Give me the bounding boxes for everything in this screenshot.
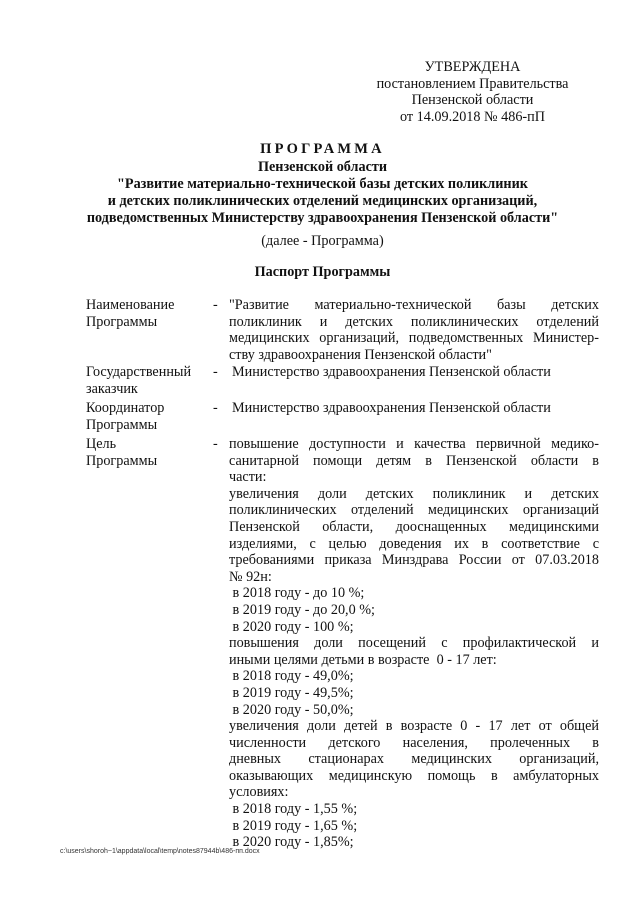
approval-stamp xyxy=(360,59,585,125)
label-customer: Государственный заказчик xyxy=(86,364,192,397)
goal-line: Пензенской области, дооснащенных медицинскими xyxy=(229,518,599,535)
goal-line: в 2019 году - 1,65 %; xyxy=(229,817,358,834)
approval-title: УТВЕРЖДЕНА xyxy=(424,59,521,75)
passport-heading: Паспорт Программы xyxy=(254,264,391,280)
label-name: Наименование Программы xyxy=(86,297,175,330)
goal-line: поликлинических отделений медицинских организаций xyxy=(229,502,599,519)
goal-line: увеличения доли детских поликлиник и детских xyxy=(229,485,599,502)
program-name xyxy=(60,176,585,227)
goal-line: в 2018 году - до 10 %; xyxy=(229,585,365,602)
goal-line: в 2018 году - 1,55 %; xyxy=(229,801,358,818)
dash: - xyxy=(213,436,218,452)
goal-line: оказывающих медицинскую помощь в амбулаторных xyxy=(229,767,599,784)
dash: - xyxy=(213,364,218,380)
goal-line: в 2020 году - 50,0%; xyxy=(229,701,354,718)
program-name-line: подведомственных Министерству здравоохранения Пензенской области" xyxy=(86,210,559,226)
goal-line: в 2018 году - 49,0%; xyxy=(229,668,354,685)
dash: - xyxy=(213,400,218,416)
goal-line: № 92н: xyxy=(229,568,272,585)
goal-line: изделиями, с целью доведения их в соответствие с xyxy=(229,535,599,552)
program-abbrev-note: (далее - Программа) xyxy=(261,233,384,249)
value-name: "Развитие материально-технической базы детских поликлиник и детских поликлинических отделений медицинских организаций, подведомственных Министер- ству здравоохранения Пензенской области" xyxy=(229,297,599,363)
goal-line: в 2019 году - 49,5%; xyxy=(229,684,354,701)
goal-line: условиях: xyxy=(229,784,289,801)
approval-region: Пензенской области xyxy=(411,92,534,108)
goal-line: санитарной помощи детям в Пензенской области в xyxy=(229,452,599,469)
document-title: ПРОГРАММА xyxy=(260,141,385,157)
goal-line: в 2020 году - 1,85%; xyxy=(229,834,354,851)
goal-line: численности детского населения, пролеченных в xyxy=(229,734,599,751)
label-goal: Цель Программы xyxy=(86,436,158,469)
goal-line: дневных стационарах медицинских организаций, xyxy=(229,751,599,768)
goal-line: требованиями приказа Минздрава России от 07.03.2018 xyxy=(229,552,599,569)
goal-line: части: xyxy=(229,469,267,486)
goal-line: повышения доли посещений с профилактической и xyxy=(229,635,599,652)
approval-by: постановлением Правительства xyxy=(376,75,569,92)
goal-line: в 2020 году - 100 %; xyxy=(229,618,354,635)
approval-date: от 14.09.2018 № 486-пП xyxy=(400,108,545,125)
goal-line: в 2019 году - до 20,0 %; xyxy=(229,601,375,618)
program-name-line: "Развитие материально-технической базы детских поликлиник xyxy=(117,176,528,192)
goal-line: увеличения доли детей в возрасте 0 - 17 лет от общей xyxy=(229,718,599,735)
goal-line: иными целями детьми в возрасте 0 - 17 лет: xyxy=(229,651,497,668)
label-coordinator: Координатор Программы xyxy=(86,400,165,433)
program-name-line: и детских поликлинических отделений медицинских организаций, xyxy=(107,193,538,209)
document-region: Пензенской области xyxy=(257,159,388,175)
file-path-footer: c:\users\shoroh~1\appdata\local\temp\notes87944b\486-пп.docx xyxy=(60,848,260,855)
value-goal xyxy=(229,436,599,851)
goal-line: повышение доступности и качества первичной медико- xyxy=(229,436,599,452)
value-customer: Министерство здравоохранения Пензенской области xyxy=(232,364,551,380)
dash: - xyxy=(213,297,218,313)
value-coordinator: Министерство здравоохранения Пензенской области xyxy=(232,400,551,416)
